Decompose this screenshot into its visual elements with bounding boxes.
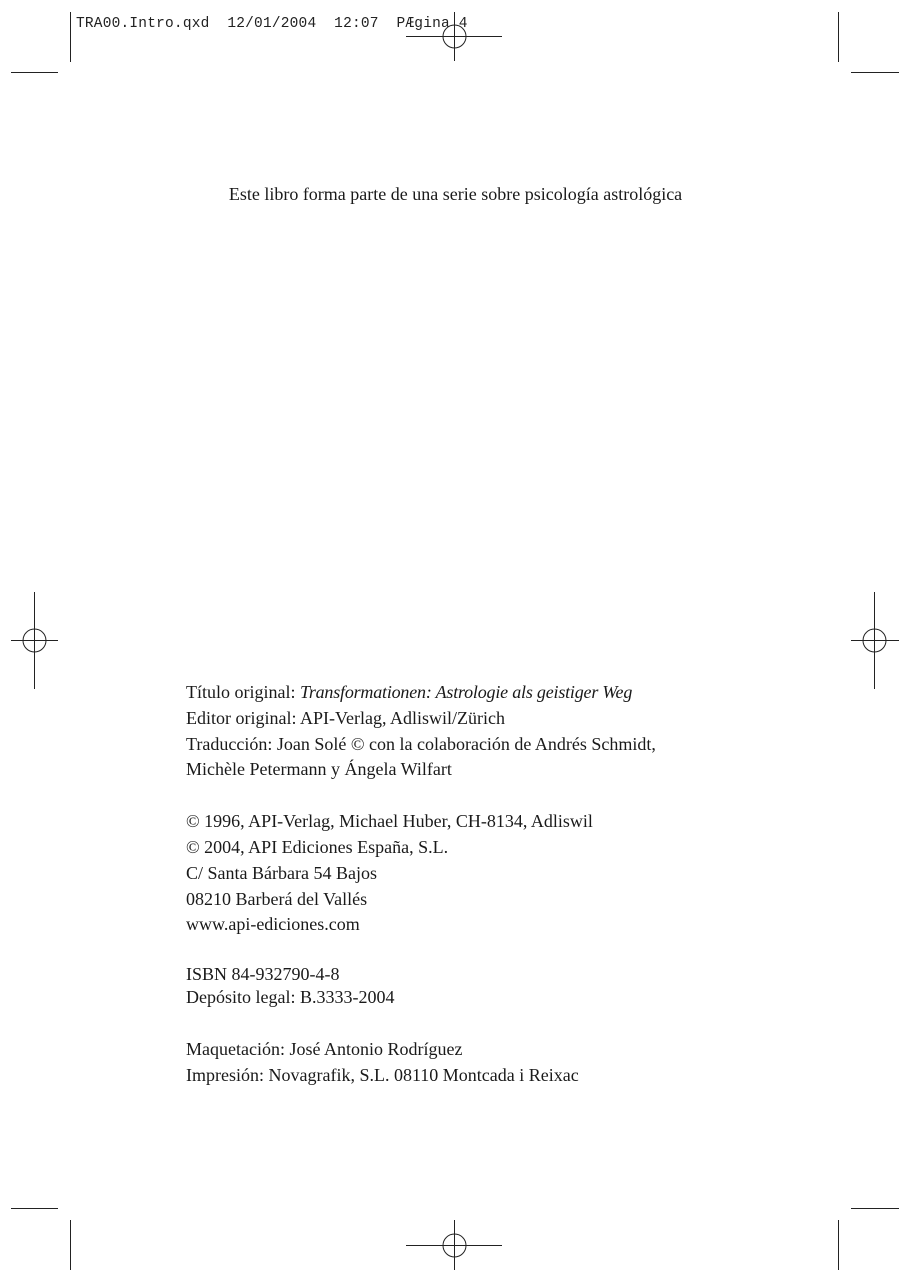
credits-block [186, 680, 656, 1089]
spacer [186, 1011, 656, 1037]
layout-credit: Maquetación: José Antonio Rodríguez [186, 1038, 463, 1059]
translation-credit-line-2: Michèle Petermann y Ángela Wilfart [186, 759, 452, 780]
slug-filename: TRA00.Intro.qxd [76, 16, 210, 32]
slug-time: 12:07 [334, 16, 379, 32]
spacer [186, 938, 656, 964]
registration-mark-bottom [406, 1220, 502, 1270]
copyright-line-2: © 2004, API Ediciones España, S.L. [186, 836, 449, 857]
address-line-1: C/ Santa Bárbara 54 Bajos [186, 862, 377, 883]
original-editor: Editor original: API-Verlag, Adliswil/Zürich [186, 707, 505, 728]
isbn: ISBN 84-932790-4-8 [186, 964, 340, 985]
registration-mark-left [11, 592, 58, 689]
series-note: Este libro forma parte de una serie sobre psicología astrológica [228, 184, 683, 204]
copyright-line-1: © 1996, API-Verlag, Michael Huber, CH-8134, Adliswil [186, 811, 593, 832]
spacer [186, 783, 656, 809]
original-title: Transformationen: Astrologie als geistiger Weg [300, 682, 633, 702]
address-line-2: 08210 Barberá del Vallés [186, 888, 368, 909]
original-title-label: Título original: [186, 682, 300, 702]
website: www.api-ediciones.com [186, 914, 360, 935]
slug-date: 12/01/2004 [227, 16, 317, 32]
legal-deposit: Depósito legal: B.3333-2004 [186, 987, 395, 1008]
translation-credit-line-1: Traducción: Joan Solé © con la colaboración de Andrés Schmidt, [186, 733, 656, 754]
original-title-line [186, 680, 656, 706]
slug-page: PÆgina 4 [396, 16, 468, 32]
printing-credit: Impresión: Novagrafik, S.L. 08110 Montcada i Reixac [186, 1064, 579, 1085]
registration-mark-top [430, 12, 479, 61]
registration-mark-right [851, 592, 899, 689]
